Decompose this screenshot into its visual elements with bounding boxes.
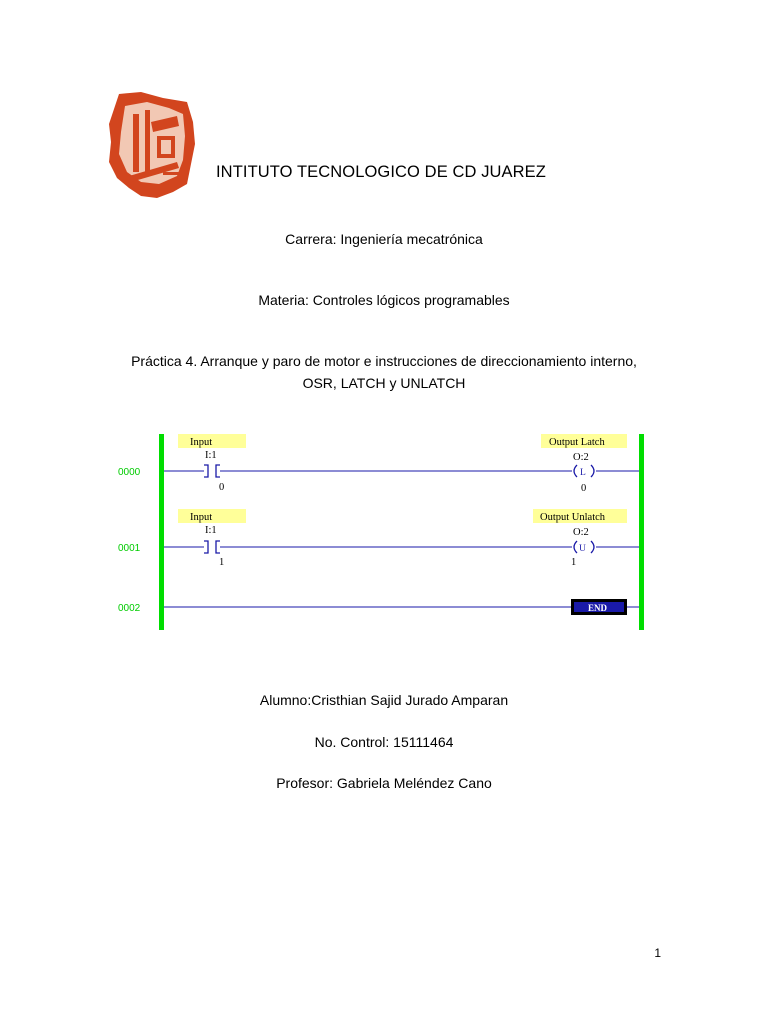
rung-0002	[118, 599, 639, 615]
rung-number: 0000	[118, 467, 141, 478]
student-line: Alumno:Cristhian Sajid Jurado Amparan	[259, 692, 509, 708]
professor-line: Profesor: Gabriela Meléndez Cano	[276, 775, 492, 791]
output-address: O:2	[573, 452, 589, 463]
coil-symbol: L	[580, 468, 586, 478]
input-label: Input	[190, 512, 213, 523]
control-number-line: No. Control: 15111464	[314, 734, 454, 750]
institution-title: INTITUTO TECNOLOGICO DE CD JUAREZ	[216, 163, 546, 181]
institute-seal-icon	[107, 92, 197, 200]
end-instruction-icon	[571, 599, 627, 615]
input-bit: 1	[219, 557, 225, 568]
rung-number: 0002	[118, 603, 141, 614]
practice-title-line2: OSR, LATCH y UNLATCH	[302, 375, 466, 391]
output-bit: 0	[581, 483, 587, 494]
page-number: 1	[654, 946, 661, 960]
no-contact-icon	[204, 465, 220, 477]
rung-0000	[118, 434, 639, 494]
output-label: Output Unlatch	[540, 512, 606, 523]
input-label: Input	[190, 437, 213, 448]
rung-0001	[118, 509, 639, 568]
input-address: I:1	[205, 450, 217, 461]
output-bit: 1	[571, 557, 577, 568]
input-bit: 0	[219, 482, 225, 493]
rung-number: 0001	[118, 543, 141, 554]
ladder-diagram	[100, 420, 660, 635]
end-label: END	[588, 603, 608, 613]
output-label: Output Latch	[549, 437, 605, 448]
practice-title-line1: Práctica 4. Arranque y paro de motor e instrucciones de direccionamiento interno,	[131, 353, 637, 369]
career-line: Carrera: Ingeniería mecatrónica	[285, 231, 483, 247]
right-power-rail	[639, 434, 644, 630]
output-address: O:2	[573, 527, 589, 538]
left-power-rail	[159, 434, 164, 630]
no-contact-icon	[204, 541, 220, 553]
input-address: I:1	[205, 525, 217, 536]
coil-symbol: U	[579, 544, 586, 554]
subject-line: Materia: Controles lógicos programables	[258, 292, 510, 308]
